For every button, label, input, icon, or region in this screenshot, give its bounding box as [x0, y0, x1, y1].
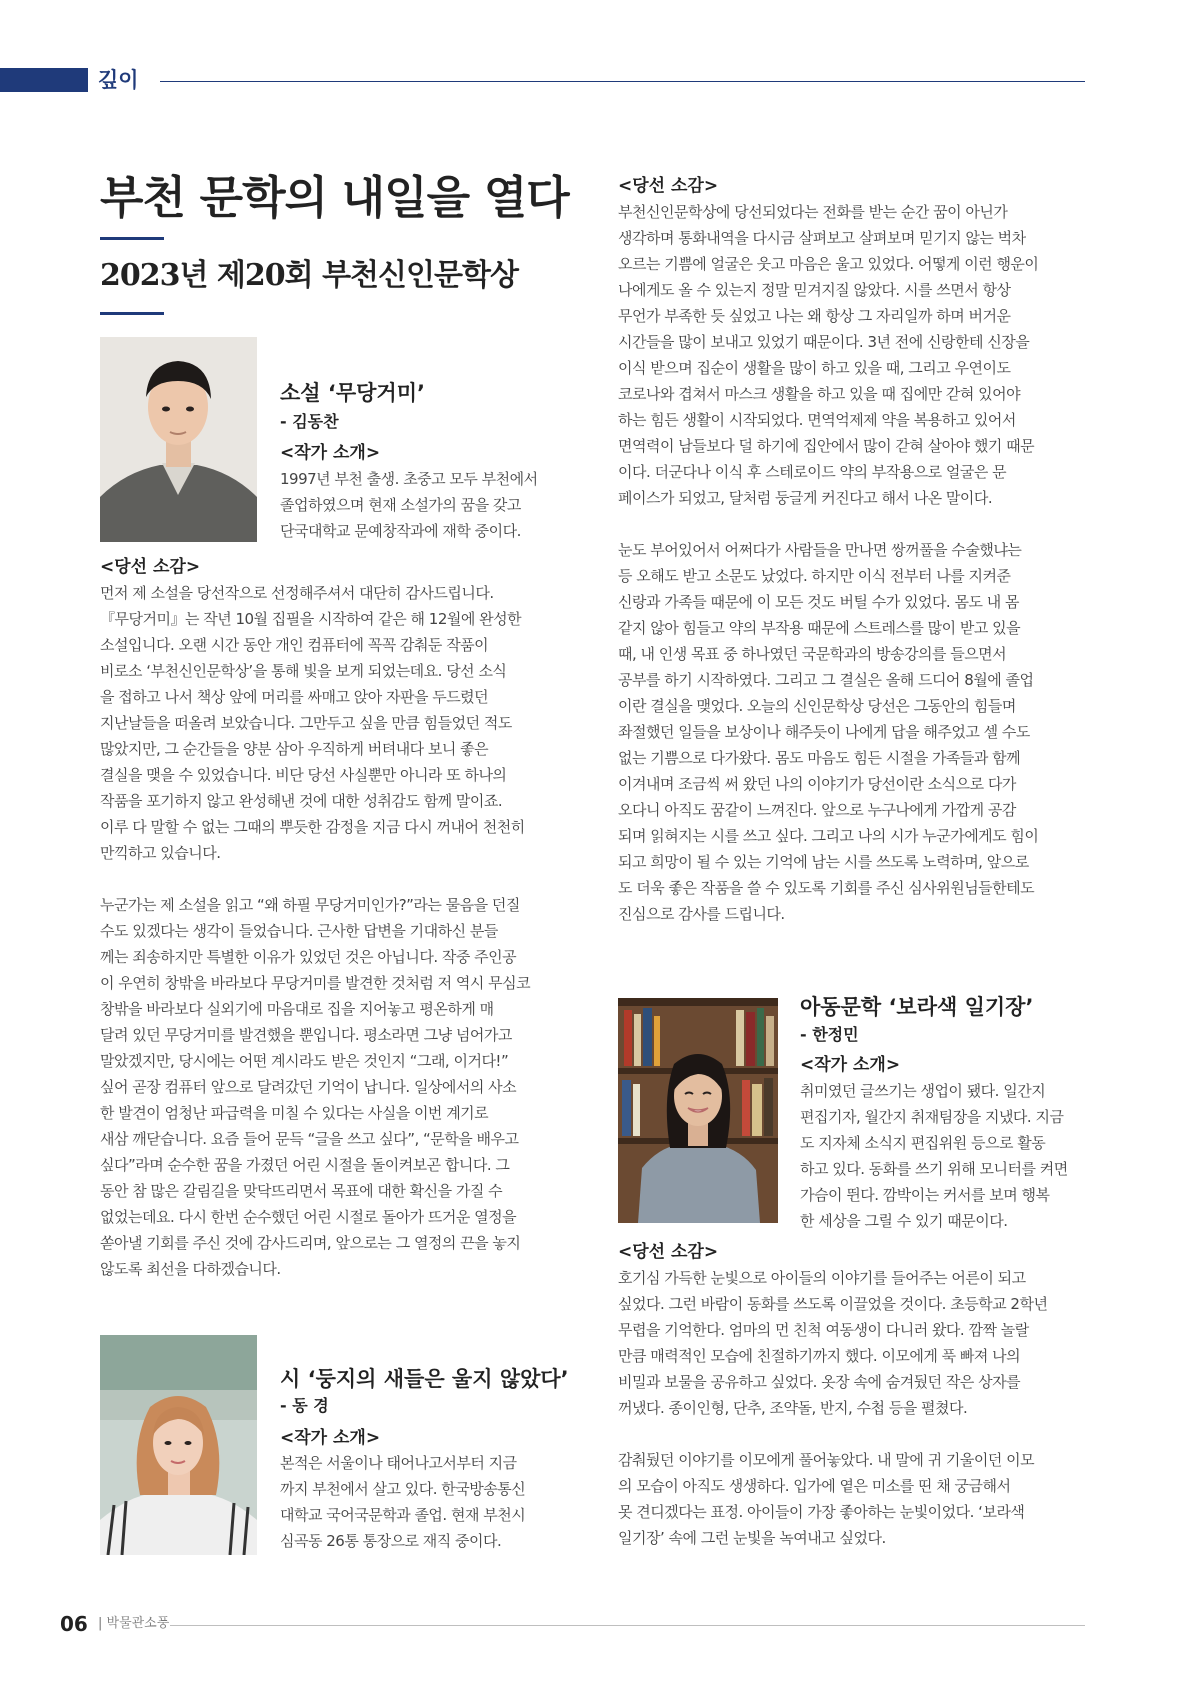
paragraph-gap: [618, 1421, 1088, 1447]
children-intro-line: 편집기자, 월간지 취재팀장을 지냈다. 지금: [800, 1108, 1064, 1126]
speech-line: 페이스가 되었고, 달처럼 둥글게 커진다고 해서 나온 말이다.: [618, 489, 993, 507]
author-photo-dong-gyeong: [100, 1335, 257, 1555]
speech-line: 감춰뒀던 이야기를 이모에게 풀어놓았다. 내 말에 귀 기울이던 이모: [618, 1451, 1035, 1469]
novel-intro-line: 1997년 부천 출생. 초중고 모두 부천에서: [280, 470, 538, 488]
speech-line: 공부를 하기 시작하였다. 그리고 그 결실은 올해 드디어 8월에 졸업: [618, 671, 1034, 689]
speech-line: 동안 참 많은 갈림길을 맞닥뜨리면서 목표에 대한 확신을 가질 수: [100, 1182, 503, 1200]
section-header-rule: [160, 81, 1085, 82]
subtitle-rule: [100, 312, 164, 315]
novel-intro-label: <작가 소개>: [280, 443, 381, 463]
speech-line: 수도 있겠다는 생각이 들었습니다. 근사한 답변을 기대하신 분들: [100, 922, 498, 940]
speech-line: 꺼냈다. 종이인형, 단추, 조약돌, 반지, 수첩 등을 펼쳤다.: [618, 1399, 968, 1417]
novel-speech-label: <당선 소감>: [100, 557, 201, 577]
publication-name: | 박물관소풍: [98, 1616, 170, 1631]
speech-line: 면역력이 남들보다 덜 하기에 집안에서 많이 갇혀 살아야 했기 때문: [618, 437, 1035, 455]
article-subtitle: 2023년 제20회 부천신인문학상: [100, 258, 518, 293]
novel-intro-line: 단국대학교 문예창작과에 재학 중이다.: [280, 522, 521, 540]
speech-line: 코로나와 겹쳐서 마스크 생활을 하고 있을 때 집에만 갇혀 있어야: [618, 385, 1021, 403]
speech-line: 이겨내며 조금씩 써 왔던 나의 이야기가 당선이란 소식으로 다가: [618, 775, 1016, 793]
speech-line: 않도록 최선을 다하겠습니다.: [100, 1260, 281, 1278]
speech-line: 이식 받으며 집순이 생활을 많이 하고 있을 때, 그리고 우연이도: [618, 359, 1011, 377]
children-intro-line: 취미였던 글쓰기는 생업이 됐다. 일간지: [800, 1082, 1046, 1100]
speech-line: 되며 읽혀지는 시를 쓰고 싶다. 그리고 나의 시가 누군가에게도 힘이: [618, 827, 1039, 845]
speech-line: 만큼 매력적인 모습에 친절하기까지 했다. 이모에게 푹 빠져 나의: [618, 1347, 1021, 1365]
speech-line: 달려 있던 무당거미를 발견했을 뿐입니다. 평소라면 그냥 넘어가고: [100, 1026, 512, 1044]
children-speech: [618, 1265, 1088, 1551]
poem-speech: [618, 199, 1088, 927]
children-intro-line: 하고 있다. 동화를 쓰기 위해 모니터를 켜면: [800, 1160, 1068, 1178]
speech-line: 부천신인문학상에 당선되었다는 전화를 받는 순간 꿈이 아닌가: [618, 203, 1008, 221]
children-intro-line: 도 지자체 소식지 편집위원 등으로 활동: [800, 1134, 1046, 1152]
speech-line: 오다니 아직도 꿈같이 느껴진다. 앞으로 누구나에게 가깝게 공감: [618, 801, 1016, 819]
speech-line: 등 오해도 받고 소문도 났었다. 하지만 이식 전부터 나를 지켜준: [618, 567, 1011, 585]
novel-author: - 김동찬: [280, 412, 339, 431]
poem-speech-label: <당선 소감>: [618, 176, 719, 196]
novel-speech: [100, 580, 570, 1282]
page-number: 06: [60, 1612, 88, 1636]
speech-line: 때, 내 인생 목표 중 하나였던 국문학과의 방송강의를 들으면서: [618, 645, 1007, 663]
speech-line: 싶어 곧장 컴퓨터 앞으로 달려갔던 기억이 납니다. 일상에서의 사소: [100, 1078, 517, 1096]
speech-line: 『무당거미』는 작년 10월 집필을 시작하여 같은 해 12월에 완성한: [100, 610, 522, 628]
paragraph-gap: [100, 866, 570, 892]
speech-line: 한 발견이 엄청난 파급력을 미칠 수 있다는 사실을 이번 계기로: [100, 1104, 489, 1122]
poem-author: - 동 경: [280, 1396, 329, 1415]
speech-line: 말았겠지만, 당시에는 어떤 계시라도 받은 것인지 “그래, 이거다!”: [100, 1052, 509, 1070]
children-intro-label: <작가 소개>: [800, 1055, 901, 1075]
children-intro-line: 한 세상을 그릴 수 있기 때문이다.: [800, 1212, 1008, 1230]
article-title: 부천 문학의 내일을 열다: [100, 171, 569, 224]
children-intro-line: 가슴이 뛴다. 깜박이는 커서를 보며 행복: [800, 1186, 1050, 1204]
speech-line: 만끽하고 있습니다.: [100, 844, 221, 862]
speech-line: 신랑과 가족들 때문에 이 모든 것도 버틸 수가 있었다. 몸도 내 몸: [618, 593, 1019, 611]
section-header-bar: [0, 68, 88, 92]
speech-line: 무렵을 기억한다. 엄마의 먼 친척 여동생이 다니러 왔다. 깜짝 놀랄: [618, 1321, 1029, 1339]
speech-line: 을 접하고 나서 책상 앞에 머리를 싸매고 앉아 자판을 두드렸던: [100, 688, 489, 706]
novel-intro-line: 졸업하였으며 현재 소설가의 꿈을 갖고: [280, 496, 521, 514]
poem-intro-line: 본적은 서울이나 태어나고서부터 지금: [280, 1454, 517, 1472]
title-rule: [100, 237, 164, 240]
speech-line: 쏟아낼 기회를 주신 것에 감사드리며, 앞으로는 그 열정의 끈을 놓지: [100, 1234, 521, 1252]
author-photo-kim-dongchan: [100, 337, 257, 542]
speech-line: 비밀과 보물을 공유하고 싶었다. 옷장 속에 숨겨뒀던 작은 상자를: [618, 1373, 1021, 1391]
paragraph-gap: [618, 511, 1088, 537]
speech-line: 이루 다 말할 수 없는 그때의 뿌듯한 감정을 지금 다시 꺼내어 천천히: [100, 818, 525, 836]
author-photo-han-jeongmin: [618, 998, 778, 1223]
speech-line: 지난날들을 떠올려 보았습니다. 그만두고 싶을 만큼 힘들었던 적도: [100, 714, 512, 732]
speech-line: 없었는데요. 다시 한번 순수했던 어린 시절로 돌아가 뜨거운 열정을: [100, 1208, 517, 1226]
speech-line: 무언가 부족한 듯 싶었고 나는 왜 항상 그 자리일까 하며 버거운: [618, 307, 1011, 325]
speech-line: 시간들을 많이 보내고 있었기 때문이다. 3년 전에 신랑한테 신장을: [618, 333, 1030, 351]
novel-work-title: 소설 ‘무당거미’: [280, 381, 425, 405]
section-header-label: 깊이: [98, 68, 139, 92]
speech-line: 못 견디겠다는 표정. 아이들이 가장 좋아하는 눈빛이었다. ‘보라색: [618, 1503, 1025, 1521]
speech-line: 이 우연히 창밖을 바라보다 무당거미를 발견한 것처럼 저 역시 무심코: [100, 974, 531, 992]
speech-line: 께는 죄송하지만 특별한 이유가 있었던 것은 아닙니다. 작중 주인공: [100, 948, 517, 966]
speech-line: 많았지만, 그 순간들을 양분 삼아 우직하게 버텨내다 보니 좋은: [100, 740, 489, 758]
speech-line: 소설입니다. 오랜 시간 동안 개인 컴퓨터에 꼭꼭 감춰둔 작품이: [100, 636, 489, 654]
speech-line: 호기심 가득한 눈빛으로 아이들의 이야기를 들어주는 어른이 되고: [618, 1269, 1026, 1287]
speech-line: 진심으로 감사를 드립니다.: [618, 905, 785, 923]
speech-line: 창밖을 바라보다 실외기에 마음대로 집을 지어놓고 평온하게 매: [100, 1000, 494, 1018]
children-author: - 한정민: [800, 1025, 859, 1044]
speech-line: 이다. 더군다나 이식 후 스테로이드 약의 부작용으로 얼굴은 문: [618, 463, 1007, 481]
speech-line: 먼저 제 소설을 당선작으로 선정해주셔서 대단히 감사드립니다.: [100, 584, 494, 602]
speech-line: 눈도 부어있어서 어쩌다가 사람들을 만나면 쌍꺼풀을 수술했냐는: [618, 541, 1022, 559]
speech-line: 좌절했던 일들을 보상이나 해주듯이 나에게 답을 해주었고 셀 수도: [618, 723, 1030, 741]
speech-line: 의 모습이 아직도 생생하다. 입가에 옅은 미소를 띤 채 궁금해서: [618, 1477, 1011, 1495]
speech-line: 결실을 맺을 수 있었습니다. 비단 당선 사실뿐만 아니라 또 하나의: [100, 766, 507, 784]
poem-intro-line: 대학교 국어국문학과 졸업. 현재 부천시: [280, 1506, 526, 1524]
speech-line: 하는 힘든 생활이 시작되었다. 면역억제제 약을 복용하고 있어서: [618, 411, 1016, 429]
poem-intro: [280, 1450, 570, 1554]
speech-line: 되고 희망이 될 수 있는 기억에 남는 시를 쓰도록 노력하며, 앞으로: [618, 853, 1029, 871]
speech-line: 생각하며 통화내역을 다시금 살펴보고 살펴보며 믿기지 않는 벅차: [618, 229, 1026, 247]
children-intro: [800, 1078, 1088, 1234]
poem-work-title: 시 ‘둥지의 새들은 울지 않았다’: [280, 1367, 569, 1391]
speech-line: 싶다”라며 순수한 꿈을 가졌던 어린 시절을 돌이켜보곤 합니다. 그: [100, 1156, 510, 1174]
speech-line: 도 더욱 좋은 작품을 쓸 수 있도록 기회를 주신 심사위원님들한테도: [618, 879, 1035, 897]
speech-line: 없는 기쁨으로 다가왔다. 몸도 마음도 힘든 시절을 가족들과 함께: [618, 749, 1021, 767]
speech-line: 같지 않아 힘들고 약의 부작용 때문에 스트레스를 많이 받고 있을: [618, 619, 1021, 637]
children-speech-label: <당선 소감>: [618, 1242, 719, 1262]
speech-line: 작품을 포기하지 않고 완성해낸 것에 대한 성취감도 함께 말이죠.: [100, 792, 503, 810]
footer-rule: [170, 1625, 1085, 1626]
speech-line: 오르는 기쁨에 얼굴은 웃고 마음은 울고 있었다. 어떻게 이런 행운이: [618, 255, 1039, 273]
speech-line: 나에게도 올 수 있는지 정말 믿겨지질 않았다. 시를 쓰면서 항상: [618, 281, 1011, 299]
speech-line: 일기장’ 속에 그런 눈빛을 녹여내고 싶었다.: [618, 1529, 886, 1547]
speech-line: 비로소 ‘부천신인문학상’을 통해 빛을 보게 되었는데요. 당선 소식: [100, 662, 507, 680]
speech-line: 누군가는 제 소설을 읽고 “왜 하필 무당거미인가?”라는 물음을 던질: [100, 896, 520, 914]
poem-intro-line: 까지 부천에서 살고 있다. 한국방송통신: [280, 1480, 526, 1498]
speech-line: 싶었다. 그런 바람이 동화를 쓰도록 이끌었을 것이다. 초등학교 2학년: [618, 1295, 1048, 1313]
poem-intro-line: 심곡동 26통 통장으로 재직 중이다.: [280, 1532, 502, 1550]
children-work-title: 아동문학 ‘보라색 일기장’: [800, 995, 1034, 1019]
poem-intro-label: <작가 소개>: [280, 1428, 381, 1448]
speech-line: 이란 결실을 맺었다. 오늘의 신인문학상 당선은 그동안의 힘들며: [618, 697, 1016, 715]
speech-line: 새삼 깨닫습니다. 요즘 들어 문득 “글을 쓰고 싶다”, “문학을 배우고: [100, 1130, 519, 1148]
novel-intro: [280, 466, 570, 544]
